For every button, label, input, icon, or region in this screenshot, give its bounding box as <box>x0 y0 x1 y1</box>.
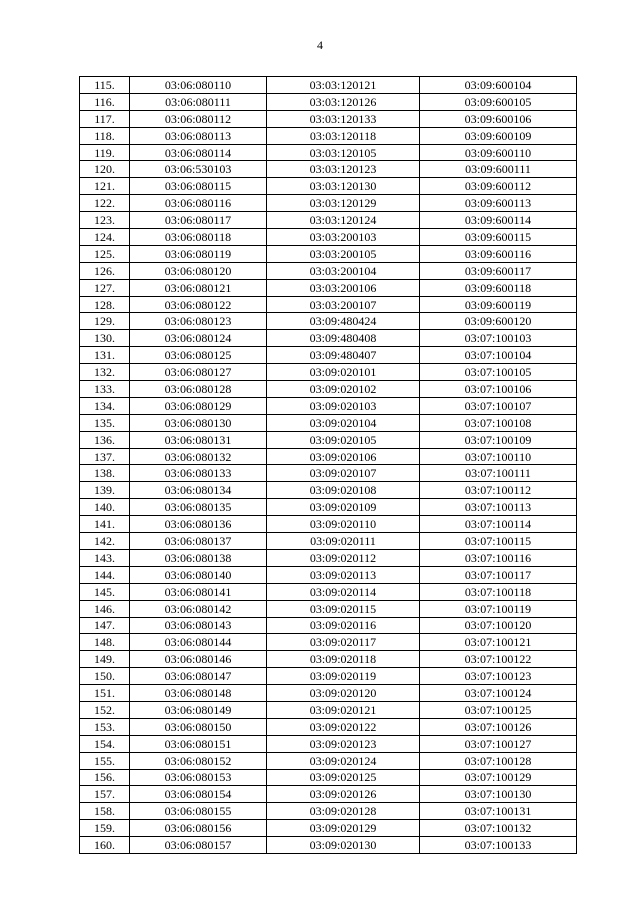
column-2-cell: 03:09:020108 <box>267 482 420 499</box>
column-1-cell: 03:06:080127 <box>130 364 267 381</box>
column-3-cell: 03:07:100106 <box>420 381 577 398</box>
column-3-cell: 03:07:100110 <box>420 448 577 465</box>
column-2-cell: 03:03:120121 <box>267 77 420 94</box>
column-2-cell: 03:09:020130 <box>267 837 420 854</box>
table-row <box>80 330 577 347</box>
column-3-cell: 03:07:100111 <box>420 465 577 482</box>
column-3-cell: 03:07:100122 <box>420 651 577 668</box>
column-2-cell: 03:09:020114 <box>267 583 420 600</box>
column-1-cell: 03:06:080148 <box>130 685 267 702</box>
table-row <box>80 735 577 752</box>
column-1-cell: 03:06:080122 <box>130 296 267 313</box>
column-2-cell: 03:03:200107 <box>267 296 420 313</box>
column-2-cell: 03:03:120105 <box>267 144 420 161</box>
column-2-cell: 03:09:020117 <box>267 634 420 651</box>
row-number-cell: 132. <box>80 364 130 381</box>
column-1-cell: 03:06:530103 <box>130 161 267 178</box>
table-row <box>80 212 577 229</box>
column-3-cell: 03:07:100105 <box>420 364 577 381</box>
row-number-cell: 160. <box>80 837 130 854</box>
table-row <box>80 110 577 127</box>
row-number-cell: 129. <box>80 313 130 330</box>
column-1-cell: 03:06:080118 <box>130 229 267 246</box>
row-number-cell: 116. <box>80 93 130 110</box>
column-2-cell: 03:09:020109 <box>267 499 420 516</box>
row-number-cell: 152. <box>80 701 130 718</box>
column-1-cell: 03:06:080130 <box>130 414 267 431</box>
column-1-cell: 03:06:080138 <box>130 549 267 566</box>
column-1-cell: 03:06:080132 <box>130 448 267 465</box>
column-2-cell: 03:03:120124 <box>267 212 420 229</box>
column-2-cell: 03:03:200105 <box>267 245 420 262</box>
row-number-cell: 136. <box>80 431 130 448</box>
column-1-cell: 03:06:080135 <box>130 499 267 516</box>
row-number-cell: 159. <box>80 820 130 837</box>
column-1-cell: 03:06:080125 <box>130 347 267 364</box>
table-row <box>80 803 577 820</box>
column-2-cell: 03:09:020113 <box>267 566 420 583</box>
column-2-cell: 03:09:020124 <box>267 752 420 769</box>
table-row <box>80 752 577 769</box>
row-number-cell: 157. <box>80 786 130 803</box>
table-row <box>80 516 577 533</box>
column-3-cell: 03:07:100104 <box>420 347 577 364</box>
column-3-cell: 03:09:600105 <box>420 93 577 110</box>
table-row <box>80 482 577 499</box>
table-row <box>80 364 577 381</box>
column-3-cell: 03:07:100118 <box>420 583 577 600</box>
column-3-cell: 03:09:600109 <box>420 127 577 144</box>
column-3-cell: 03:09:600111 <box>420 161 577 178</box>
row-number-cell: 155. <box>80 752 130 769</box>
column-1-cell: 03:06:080113 <box>130 127 267 144</box>
row-number-cell: 135. <box>80 414 130 431</box>
column-3-cell: 03:07:100109 <box>420 431 577 448</box>
row-number-cell: 143. <box>80 549 130 566</box>
column-1-cell: 03:06:080115 <box>130 178 267 195</box>
column-2-cell: 03:03:120118 <box>267 127 420 144</box>
row-number-cell: 139. <box>80 482 130 499</box>
column-3-cell: 03:07:100103 <box>420 330 577 347</box>
table-row <box>80 347 577 364</box>
column-1-cell: 03:06:080153 <box>130 769 267 786</box>
row-number-cell: 120. <box>80 161 130 178</box>
table-row <box>80 414 577 431</box>
column-3-cell: 03:09:600114 <box>420 212 577 229</box>
column-1-cell: 03:06:080150 <box>130 718 267 735</box>
column-2-cell: 03:03:200104 <box>267 262 420 279</box>
column-3-cell: 03:07:100117 <box>420 566 577 583</box>
column-1-cell: 03:06:080111 <box>130 93 267 110</box>
column-3-cell: 03:07:100126 <box>420 718 577 735</box>
column-2-cell: 03:03:200106 <box>267 279 420 296</box>
column-3-cell: 03:09:600106 <box>420 110 577 127</box>
column-3-cell: 03:07:100128 <box>420 752 577 769</box>
row-number-cell: 125. <box>80 245 130 262</box>
column-3-cell: 03:09:600115 <box>420 229 577 246</box>
row-number-cell: 134. <box>80 397 130 414</box>
column-2-cell: 03:03:120130 <box>267 178 420 195</box>
column-3-cell: 03:09:600118 <box>420 279 577 296</box>
column-3-cell: 03:07:100119 <box>420 600 577 617</box>
row-number-cell: 150. <box>80 668 130 685</box>
table-row <box>80 431 577 448</box>
column-2-cell: 03:09:020105 <box>267 431 420 448</box>
column-2-cell: 03:09:020110 <box>267 516 420 533</box>
column-1-cell: 03:06:080116 <box>130 195 267 212</box>
column-2-cell: 03:09:020128 <box>267 803 420 820</box>
column-2-cell: 03:09:020106 <box>267 448 420 465</box>
table-row <box>80 685 577 702</box>
column-2-cell: 03:03:200103 <box>267 229 420 246</box>
row-number-cell: 127. <box>80 279 130 296</box>
column-2-cell: 03:09:480407 <box>267 347 420 364</box>
table-row <box>80 262 577 279</box>
column-3-cell: 03:07:100120 <box>420 617 577 634</box>
table-row <box>80 178 577 195</box>
row-number-cell: 141. <box>80 516 130 533</box>
table-row <box>80 634 577 651</box>
column-2-cell: 03:03:120133 <box>267 110 420 127</box>
column-1-cell: 03:06:080110 <box>130 77 267 94</box>
column-1-cell: 03:06:080154 <box>130 786 267 803</box>
column-3-cell: 03:07:100127 <box>420 735 577 752</box>
column-2-cell: 03:09:020107 <box>267 465 420 482</box>
table-row <box>80 465 577 482</box>
table-row <box>80 93 577 110</box>
column-1-cell: 03:06:080119 <box>130 245 267 262</box>
column-1-cell: 03:06:080133 <box>130 465 267 482</box>
column-3-cell: 03:09:600112 <box>420 178 577 195</box>
column-1-cell: 03:06:080157 <box>130 837 267 854</box>
column-3-cell: 03:07:100108 <box>420 414 577 431</box>
column-3-cell: 03:07:100125 <box>420 701 577 718</box>
row-number-cell: 148. <box>80 634 130 651</box>
row-number-cell: 130. <box>80 330 130 347</box>
row-number-cell: 137. <box>80 448 130 465</box>
column-3-cell: 03:07:100124 <box>420 685 577 702</box>
row-number-cell: 119. <box>80 144 130 161</box>
row-number-cell: 144. <box>80 566 130 583</box>
column-2-cell: 03:09:020101 <box>267 364 420 381</box>
column-3-cell: 03:09:600110 <box>420 144 577 161</box>
column-2-cell: 03:09:020112 <box>267 549 420 566</box>
column-2-cell: 03:09:020122 <box>267 718 420 735</box>
column-3-cell: 03:07:100114 <box>420 516 577 533</box>
table-row <box>80 668 577 685</box>
column-1-cell: 03:06:080142 <box>130 600 267 617</box>
row-number-cell: 158. <box>80 803 130 820</box>
column-1-cell: 03:06:080112 <box>130 110 267 127</box>
column-3-cell: 03:09:600116 <box>420 245 577 262</box>
row-number-cell: 147. <box>80 617 130 634</box>
column-2-cell: 03:03:120123 <box>267 161 420 178</box>
table-body <box>80 77 577 854</box>
row-number-cell: 122. <box>80 195 130 212</box>
table-row <box>80 195 577 212</box>
column-2-cell: 03:09:020103 <box>267 397 420 414</box>
column-2-cell: 03:09:020123 <box>267 735 420 752</box>
table-row <box>80 161 577 178</box>
table-row <box>80 381 577 398</box>
table-row <box>80 144 577 161</box>
column-1-cell: 03:06:080128 <box>130 381 267 398</box>
column-1-cell: 03:06:080141 <box>130 583 267 600</box>
column-1-cell: 03:06:080151 <box>130 735 267 752</box>
column-3-cell: 03:07:100131 <box>420 803 577 820</box>
row-number-cell: 118. <box>80 127 130 144</box>
table-row <box>80 296 577 313</box>
column-1-cell: 03:06:080149 <box>130 701 267 718</box>
column-3-cell: 03:09:600117 <box>420 262 577 279</box>
column-1-cell: 03:06:080129 <box>130 397 267 414</box>
row-number-cell: 115. <box>80 77 130 94</box>
column-3-cell: 03:09:600119 <box>420 296 577 313</box>
table-row <box>80 651 577 668</box>
column-1-cell: 03:06:080123 <box>130 313 267 330</box>
table-row <box>80 77 577 94</box>
column-1-cell: 03:06:080147 <box>130 668 267 685</box>
column-3-cell: 03:09:600104 <box>420 77 577 94</box>
table-row <box>80 229 577 246</box>
column-2-cell: 03:09:020118 <box>267 651 420 668</box>
table-row <box>80 718 577 735</box>
column-2-cell: 03:09:020121 <box>267 701 420 718</box>
column-1-cell: 03:06:080121 <box>130 279 267 296</box>
column-3-cell: 03:07:100121 <box>420 634 577 651</box>
row-number-cell: 124. <box>80 229 130 246</box>
column-3-cell: 03:09:600120 <box>420 313 577 330</box>
table-row <box>80 499 577 516</box>
column-1-cell: 03:06:080144 <box>130 634 267 651</box>
table-row <box>80 533 577 550</box>
column-2-cell: 03:09:020119 <box>267 668 420 685</box>
row-number-cell: 156. <box>80 769 130 786</box>
column-3-cell: 03:07:100113 <box>420 499 577 516</box>
column-1-cell: 03:06:080156 <box>130 820 267 837</box>
table-row <box>80 313 577 330</box>
row-number-cell: 145. <box>80 583 130 600</box>
column-3-cell: 03:07:100123 <box>420 668 577 685</box>
table-row <box>80 600 577 617</box>
row-number-cell: 121. <box>80 178 130 195</box>
row-number-cell: 149. <box>80 651 130 668</box>
table-row <box>80 820 577 837</box>
row-number-cell: 138. <box>80 465 130 482</box>
column-1-cell: 03:06:080143 <box>130 617 267 634</box>
table-row <box>80 566 577 583</box>
row-number-cell: 154. <box>80 735 130 752</box>
table-row <box>80 279 577 296</box>
column-3-cell: 03:07:100129 <box>420 769 577 786</box>
column-3-cell: 03:07:100116 <box>420 549 577 566</box>
column-2-cell: 03:09:480408 <box>267 330 420 347</box>
column-2-cell: 03:09:020115 <box>267 600 420 617</box>
column-3-cell: 03:09:600113 <box>420 195 577 212</box>
row-number-cell: 146. <box>80 600 130 617</box>
column-2-cell: 03:09:020129 <box>267 820 420 837</box>
table-row <box>80 583 577 600</box>
column-3-cell: 03:07:100132 <box>420 820 577 837</box>
column-2-cell: 03:09:020104 <box>267 414 420 431</box>
column-1-cell: 03:06:080117 <box>130 212 267 229</box>
table-row <box>80 245 577 262</box>
column-2-cell: 03:03:120129 <box>267 195 420 212</box>
column-1-cell: 03:06:080146 <box>130 651 267 668</box>
column-2-cell: 03:09:020102 <box>267 381 420 398</box>
table-row <box>80 549 577 566</box>
column-1-cell: 03:06:080114 <box>130 144 267 161</box>
column-1-cell: 03:06:080134 <box>130 482 267 499</box>
column-3-cell: 03:07:100130 <box>420 786 577 803</box>
page-number: 4 <box>317 38 323 52</box>
column-1-cell: 03:06:080136 <box>130 516 267 533</box>
table-row <box>80 617 577 634</box>
column-3-cell: 03:07:100112 <box>420 482 577 499</box>
table-row <box>80 397 577 414</box>
row-number-cell: 140. <box>80 499 130 516</box>
data-table <box>79 76 577 854</box>
column-3-cell: 03:07:100107 <box>420 397 577 414</box>
table-row <box>80 127 577 144</box>
row-number-cell: 126. <box>80 262 130 279</box>
row-number-cell: 153. <box>80 718 130 735</box>
row-number-cell: 128. <box>80 296 130 313</box>
table-row <box>80 769 577 786</box>
column-1-cell: 03:06:080131 <box>130 431 267 448</box>
row-number-cell: 117. <box>80 110 130 127</box>
row-number-cell: 151. <box>80 685 130 702</box>
column-3-cell: 03:07:100115 <box>420 533 577 550</box>
row-number-cell: 123. <box>80 212 130 229</box>
table-row <box>80 786 577 803</box>
row-number-cell: 133. <box>80 381 130 398</box>
column-2-cell: 03:03:120126 <box>267 93 420 110</box>
column-1-cell: 03:06:080137 <box>130 533 267 550</box>
column-1-cell: 03:06:080120 <box>130 262 267 279</box>
table-row <box>80 448 577 465</box>
column-2-cell: 03:09:020111 <box>267 533 420 550</box>
column-1-cell: 03:06:080124 <box>130 330 267 347</box>
column-1-cell: 03:06:080155 <box>130 803 267 820</box>
column-2-cell: 03:09:020126 <box>267 786 420 803</box>
column-2-cell: 03:09:020125 <box>267 769 420 786</box>
row-number-cell: 131. <box>80 347 130 364</box>
column-1-cell: 03:06:080152 <box>130 752 267 769</box>
row-number-cell: 142. <box>80 533 130 550</box>
table-row <box>80 701 577 718</box>
column-2-cell: 03:09:480424 <box>267 313 420 330</box>
table-row <box>80 837 577 854</box>
column-2-cell: 03:09:020120 <box>267 685 420 702</box>
column-1-cell: 03:06:080140 <box>130 566 267 583</box>
column-3-cell: 03:07:100133 <box>420 837 577 854</box>
column-2-cell: 03:09:020116 <box>267 617 420 634</box>
